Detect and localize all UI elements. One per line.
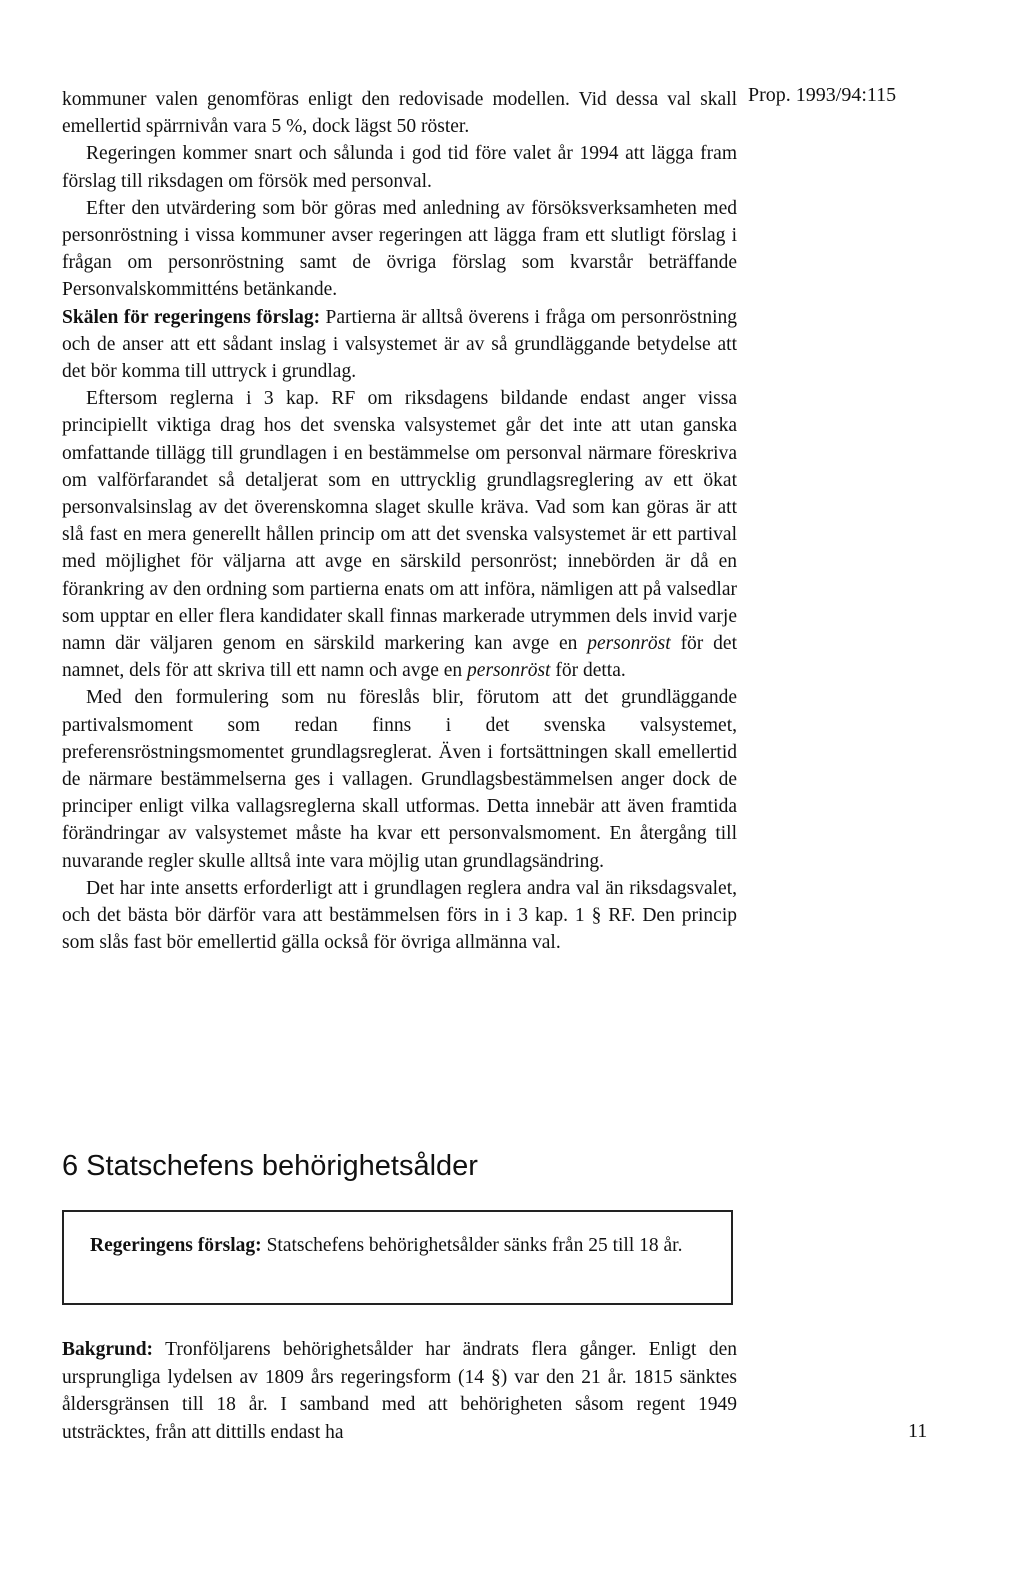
paragraph: Det har inte ansetts erforderligt att i grundlagen reglera andra val än riksdagsvalet, och det bästa bör därför vara att bestämmelsen förs in i 3 kap. 1 § RF. Den princip som slås fast bör emellertid gälla också för övriga allmänna val. xyxy=(62,877,737,954)
paragraph-text: Eftersom reglerna i 3 kap. RF om riksdagens bildande endast anger vissa principiellt viktiga drag hos det svenska valsystemet går det inte att utan ganska omfattande tillägg till grundlagen i en bestämmelse om personval närmare föreskriva om valförfarandet så detaljerat som en uttrycklig grundlagsreglering av ett ökat personvalsinslag av det överenskomna slaget skulle kräva. Vad som kan göras är att slå fast en mera generellt hållen princip om att det svenska valsystemet är ett partival med möjlighet för väljarna att avge en särskild personröst; innebörden är då en förankring av den ordning som partierna enats om att införa, nämligen att på valsedlar som upptar en eller flera kandidater skall finnas markerade utrymmen dels invid varje namn där väljaren genom en särskild markering kan avge en xyxy=(62,388,737,655)
paragraph: Regeringen kommer snart och sålunda i god tid före valet år 1994 att lägga fram förslag till riksdagen om försök med personval. xyxy=(62,143,737,192)
paragraph: Med den formulering som nu föreslås blir, förutom att det grundläggande partivalsmoment som redan finns i det svenska valsystemet, preferensröstningsmomentet grundlagsreglerat. Även i fortsättningen skall emellertid de närmare bestämmelserna ges i vallagen. Grundlagsbestämmelsen anger dock de principer enligt vilka vallagsreglerna skall utformas. Detta innebär att även framtida förändringar av valsystemet måste ha kvar ett personvalsmoment. En återgång till nuvarande regler skulle alltså inte vara möjlig utan grundlagsändring. xyxy=(62,687,737,872)
background-text: Tronföljarens behörighetsålder har ändrats flera gånger. Enligt den ursprungliga lydelsen av 1809 års regeringsform (14 §) var den 21 år. 1815 sänktes åldersgränsen till 18 år. I samband med att behörigheten såsom regent 1949 utsträcktes, från att dittills endast ha xyxy=(62,1339,737,1443)
paragraph: kommuner valen genomföras enligt den redovisade modellen. Vid dessa val skall emellertid spärrnivån vara 5 %, dock lägst 50 röster. xyxy=(62,89,737,138)
paragraph-text: för det namnet, dels för att skriva till ett namn och avge en xyxy=(62,633,737,682)
proposition-reference: Prop. 1993/94:115 xyxy=(748,84,897,106)
proposal-label: Regeringens förslag: xyxy=(90,1235,262,1256)
emphasis-personrost: personröst xyxy=(467,660,551,682)
paragraph-text: för detta. xyxy=(550,660,626,682)
body-text xyxy=(62,86,737,957)
background-label: Bakgrund: xyxy=(62,1339,154,1360)
reasons-paragraph xyxy=(62,304,737,386)
emphasis-personrost: personröst xyxy=(587,633,671,655)
reasons-label: Skälen för regeringens förslag: xyxy=(62,306,321,328)
paragraph: Efter den utvärdering som bör göras med anledning av försöksverksamheten med personröstning i vissa kommuner avser regeringen att lägga fram ett slutligt förslag i frågan om personröstning samt de övriga förslag som kvarstår beträffande Personvalskommitténs betänkande. xyxy=(62,197,737,301)
page-number: 11 xyxy=(908,1420,928,1442)
section-heading: 6 Statschefens behörighetsålder xyxy=(62,1150,478,1182)
reasons-text: Partierna är alltså överens i fråga om personröstning och de anser att ett sådant inslag i valsystemet är av så grundläggande betydelse att det bör komma till uttryck i grundlag. xyxy=(62,306,737,383)
paragraph xyxy=(62,385,737,684)
proposal-box xyxy=(62,1210,733,1305)
background-paragraph xyxy=(62,1336,737,1446)
proposal-text: Statschefens behörighetsålder sänks från 25 till 18 år. xyxy=(261,1235,683,1256)
